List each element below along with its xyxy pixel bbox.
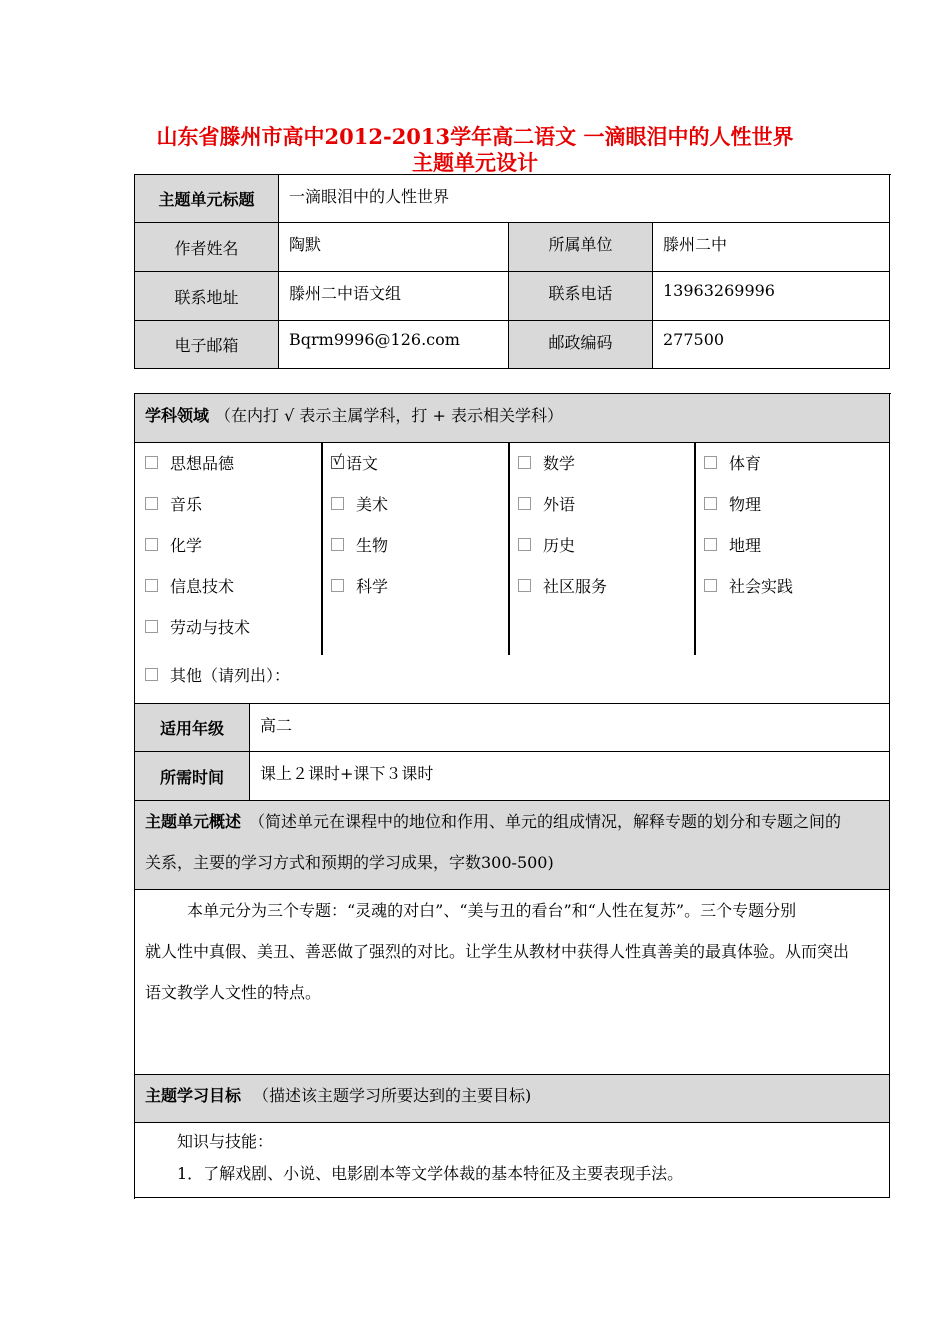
email-value: Bqrm9996@126.com [279, 321, 509, 369]
phone-label-text: 联系电话 [548, 284, 613, 303]
design-table [134, 393, 891, 1199]
info-table [134, 174, 891, 369]
checkbox-square[interactable] [331, 538, 344, 551]
checkbox-square[interactable] [704, 579, 717, 592]
subject-checkbox-huaxue[interactable] [145, 533, 202, 556]
goals-body [135, 1123, 890, 1198]
subject-checkbox-shengwu[interactable] [331, 533, 388, 556]
subject-label: 数学 [543, 454, 576, 473]
checkbox-square[interactable] [145, 620, 158, 633]
checked-checkbox-square[interactable] [331, 453, 344, 469]
grade-value: 高二 [250, 704, 890, 752]
time-value: 课上２课时+课下３课时 [250, 752, 890, 801]
checkbox-square[interactable] [331, 579, 344, 592]
subject-checkbox-xinxi[interactable] [145, 574, 234, 597]
subject-checkbox-waiyu[interactable] [518, 492, 575, 515]
checkbox-square[interactable] [704, 497, 717, 510]
subject-col-divider-3 [694, 443, 696, 655]
goals-note: （描述该主题学习所要达到的主要目标) [253, 1086, 532, 1105]
subject-checkbox-shequ[interactable] [518, 574, 607, 597]
subject-label: 物理 [729, 495, 762, 514]
theme-label: 主题单元标题 [135, 175, 279, 223]
postcode-value: 277500 [653, 321, 890, 369]
phone-label [509, 272, 653, 321]
postcode-label-text: 邮政编码 [548, 333, 613, 352]
subject-col-divider-2 [508, 443, 510, 655]
subject-header [135, 394, 890, 443]
subject-header-label: 学科领域 [145, 406, 210, 425]
subject-area [135, 443, 890, 704]
subject-label: 语文 [346, 454, 379, 473]
subject-label: 生物 [356, 536, 389, 555]
subject-checkbox-wuli[interactable] [704, 492, 761, 515]
subject-label: 音乐 [170, 495, 203, 514]
theme-value: 一滴眼泪中的人性世界 [279, 175, 890, 223]
subject-label: 科学 [356, 577, 389, 596]
postcode-label [509, 321, 653, 369]
phone-value: 13963269996 [653, 272, 890, 321]
subject-checkbox-dili[interactable] [704, 533, 761, 556]
subject-label: 社会实践 [729, 577, 794, 596]
subject-label: 社区服务 [543, 577, 608, 596]
checkbox-square[interactable] [145, 497, 158, 510]
other-label: 其他（请列出）： [170, 666, 291, 685]
subject-checkbox-meishu[interactable] [331, 492, 388, 515]
subject-checkbox-lishi[interactable] [518, 533, 575, 556]
overview-text-3: 语文教学人文性的特点。 [145, 983, 322, 1002]
checkbox-square[interactable] [518, 497, 531, 510]
overview-text-2: 就人性中真假、美丑、善恶做了强烈的对比。让学生从教材中获得人性真善美的最真体验。从而突出 [145, 942, 850, 961]
subject-checkbox-other[interactable] [145, 663, 290, 686]
subject-header-note: （在内打 √ 表示主属学科，打 + 表示相关学科） [215, 406, 563, 425]
checkbox-square[interactable] [145, 538, 158, 551]
checkbox-square[interactable] [145, 456, 158, 469]
subject-checkbox-yinyue[interactable] [145, 492, 202, 515]
subject-label: 劳动与技术 [170, 618, 251, 637]
subject-checkbox-shehui[interactable] [704, 574, 793, 597]
goals-header-line [145, 1075, 889, 1116]
grade-label: 适用年级 [135, 704, 250, 752]
author-label: 作者姓名 [135, 223, 279, 272]
address-value: 滕州二中语文组 [279, 272, 509, 321]
overview-note-1: （简述单元在课程中的地位和作用、单元的组成情况，解释专题的划分和专题之间的 [249, 812, 842, 831]
subject-label: 外语 [543, 495, 576, 514]
document-title-line1: 山东省滕州市高中2012-2013学年高二语文 一滴眼泪中的人性世界 [156, 124, 794, 149]
checkbox-square[interactable] [331, 497, 344, 510]
overview-header [135, 801, 890, 890]
subject-col-divider-1 [321, 443, 323, 655]
checkbox-square[interactable] [704, 456, 717, 469]
checkbox-square[interactable] [145, 579, 158, 592]
unit-label [509, 223, 653, 272]
subject-label: 历史 [543, 536, 576, 555]
address-label: 联系地址 [135, 272, 279, 321]
subject-label: 地理 [729, 536, 762, 555]
subject-checkbox-sixiang[interactable] [145, 451, 234, 474]
checkbox-square[interactable] [518, 538, 531, 551]
check-mark-icon: √ [333, 453, 342, 469]
overview-note-2: 关系，主要的学习方式和预期的学习成果，字数300-500) [145, 853, 554, 872]
subject-label: 化学 [170, 536, 203, 555]
subject-checkbox-yuwen[interactable] [331, 451, 378, 474]
goals-header [135, 1075, 890, 1123]
overview-text-1: 本单元分为三个专题：“灵魂的对白”、“美与丑的看台”和“人性在复苏”。三个专题分别 [187, 901, 797, 920]
goals-item-1: 1．了解戏剧、小说、电影剧本等文学体裁的基本特征及主要表现手法。 [177, 1164, 684, 1183]
subject-checkbox-laodong[interactable] [145, 615, 250, 638]
subject-label: 信息技术 [170, 577, 235, 596]
overview-header-line1 [145, 801, 889, 842]
email-label: 电子邮箱 [135, 321, 279, 369]
subject-label: 思想品德 [170, 454, 235, 473]
subject-label: 美术 [356, 495, 389, 514]
unit-value: 滕州二中 [653, 223, 890, 272]
subject-checkbox-shuxue[interactable] [518, 451, 575, 474]
document-title-line2: 主题单元设计 [412, 150, 538, 175]
overview-label: 主题单元概述 [145, 812, 242, 831]
goals-label: 主题学习目标 [145, 1086, 242, 1105]
subject-checkbox-kexue[interactable] [331, 574, 388, 597]
subject-checkbox-tiyu[interactable] [704, 451, 761, 474]
unit-label-text: 所属单位 [548, 235, 613, 254]
checkbox-square[interactable] [704, 538, 717, 551]
time-label: 所需时间 [135, 752, 250, 801]
goals-sub: 知识与技能： [177, 1132, 274, 1151]
overview-body [135, 890, 890, 1075]
author-value: 陶默 [279, 223, 509, 272]
subject-label: 体育 [729, 454, 762, 473]
checkbox-square[interactable] [518, 579, 531, 592]
checkbox-square[interactable] [145, 668, 158, 681]
checkbox-square[interactable] [518, 456, 531, 469]
